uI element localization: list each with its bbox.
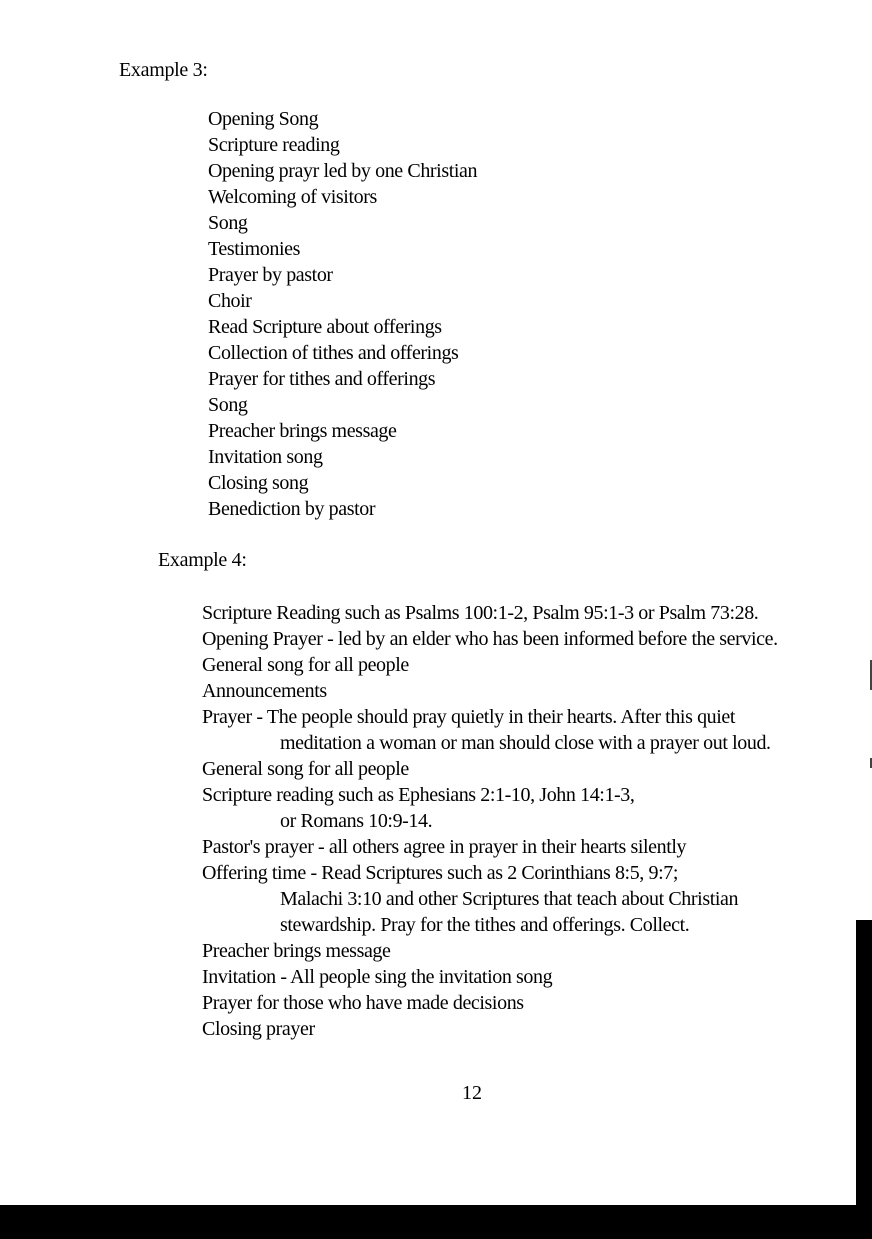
order-of-service-item [202, 704, 778, 756]
page-number: 12 [462, 1082, 482, 1104]
item-text: Opening Prayer - led by an elder who has been informed before the service. [202, 628, 778, 650]
order-of-service-item [202, 964, 778, 990]
example-4-list [202, 600, 778, 1042]
item-text: Closing prayer [202, 1018, 315, 1040]
order-of-service-item: Song [208, 394, 248, 416]
scan-edge-right [856, 920, 872, 1220]
item-text: General song for all people [202, 758, 409, 780]
order-of-service-item [202, 782, 778, 834]
item-text: Prayer for those who have made decisions [202, 992, 524, 1014]
order-of-service-item: Song [208, 212, 248, 234]
order-of-service-item: Preacher brings message [208, 420, 397, 442]
order-of-service-item: Prayer by pastor [208, 264, 333, 286]
order-of-service-item: Testimonies [208, 238, 300, 260]
item-text: Pastor's prayer - all others agree in prayer in their hearts silently [202, 836, 687, 858]
order-of-service-item: Opening Song [208, 108, 319, 130]
order-of-service-item [202, 834, 778, 860]
order-of-service-item: Prayer for tithes and offerings [208, 368, 436, 390]
item-text: Prayer - The people should pray quietly in their hearts. After this quiet [202, 706, 736, 728]
item-continuation-text: stewardship. Pray for the tithes and offerings. Collect. [280, 914, 690, 936]
item-text: Scripture reading such as Ephesians 2:1-10, John 14:1-3, [202, 784, 635, 806]
order-of-service-item: Welcoming of visitors [208, 186, 377, 208]
item-text: Invitation - All people sing the invitation song [202, 966, 553, 988]
order-of-service-item: Scripture reading [208, 134, 340, 156]
order-of-service-item [202, 626, 778, 652]
item-text: Announcements [202, 680, 327, 702]
item-text: Preacher brings message [202, 940, 391, 962]
order-of-service-item: Invitation song [208, 446, 323, 468]
order-of-service-item [202, 1016, 778, 1042]
scan-edge-bottom [0, 1205, 872, 1239]
order-of-service-item [202, 600, 778, 626]
example-3-list [208, 106, 477, 522]
item-text: Scripture Reading such as Psalms 100:1-2, Psalm 95:1-3 or Psalm 73:28. [202, 602, 759, 624]
item-continuation-text: meditation a woman or man should close with a prayer out loud. [280, 732, 771, 754]
order-of-service-item [202, 938, 778, 964]
order-of-service-item: Closing song [208, 472, 309, 494]
order-of-service-item: Read Scripture about offerings [208, 316, 442, 338]
item-continuation-text: or Romans 10:9-14. [280, 810, 433, 832]
order-of-service-item [202, 652, 778, 678]
item-continuation-text: Malachi 3:10 and other Scriptures that teach about Christian [280, 888, 739, 910]
order-of-service-item [202, 860, 778, 938]
example-3-heading: Example 3: [119, 59, 208, 81]
item-text: General song for all people [202, 654, 409, 676]
order-of-service-item [202, 756, 778, 782]
order-of-service-item: Choir [208, 290, 252, 312]
order-of-service-item: Opening prayr led by one Christian [208, 160, 478, 182]
order-of-service-item [202, 990, 778, 1016]
order-of-service-item [202, 678, 778, 704]
order-of-service-item: Collection of tithes and offerings [208, 342, 459, 364]
order-of-service-item: Benediction by pastor [208, 498, 376, 520]
item-text: Offering time - Read Scriptures such as 2 Corinthians 8:5, 9:7; [202, 862, 679, 884]
example-4-heading: Example 4: [158, 549, 247, 571]
